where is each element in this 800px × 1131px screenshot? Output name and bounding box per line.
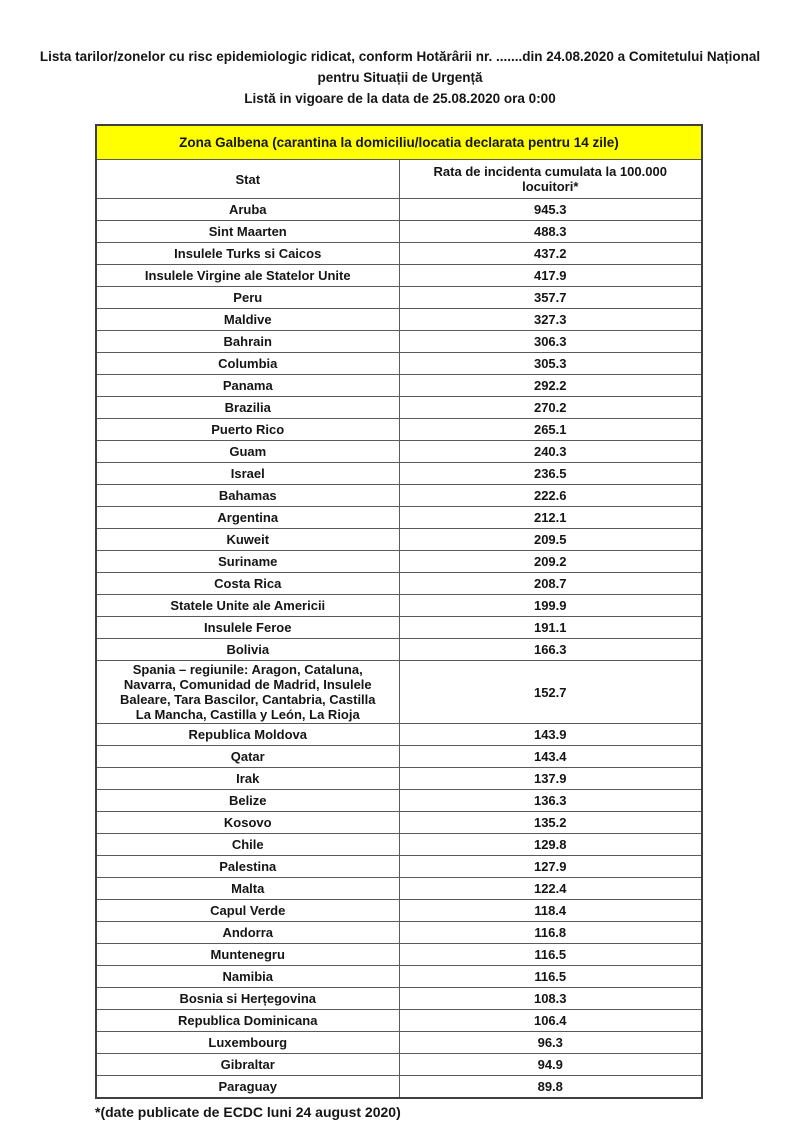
rate-cell: 94.9 bbox=[399, 1054, 702, 1076]
rate-cell: 306.3 bbox=[399, 331, 702, 353]
table-row bbox=[96, 1032, 702, 1054]
table-row bbox=[96, 507, 702, 529]
zone-header-row bbox=[96, 125, 702, 160]
title-line-1: Lista tarilor/zonelor cu risc epidemiologic ridicat, conform Hotărârii nr. .......din 24.08.2020 a Comitetului Național bbox=[39, 49, 761, 64]
rate-cell: 191.1 bbox=[399, 617, 702, 639]
stat-cell: Irak bbox=[96, 768, 399, 790]
stat-cell: Costa Rica bbox=[96, 573, 399, 595]
rate-cell: 137.9 bbox=[399, 768, 702, 790]
rate-cell: 116.5 bbox=[399, 966, 702, 988]
rate-cell: 118.4 bbox=[399, 900, 702, 922]
stat-cell: Chile bbox=[96, 834, 399, 856]
table-row bbox=[96, 397, 702, 419]
table-row bbox=[96, 573, 702, 595]
column-header-rate: Rata de incidenta cumulata la 100.000 locuitori* bbox=[399, 160, 702, 199]
table-row bbox=[96, 1010, 702, 1032]
table-row bbox=[96, 265, 702, 287]
stat-cell: Guam bbox=[96, 441, 399, 463]
table-row bbox=[96, 639, 702, 661]
stat-cell: Aruba bbox=[96, 199, 399, 221]
column-header-row bbox=[96, 160, 702, 199]
rate-cell: 327.3 bbox=[399, 309, 702, 331]
table-row bbox=[96, 922, 702, 944]
stat-cell: Argentina bbox=[96, 507, 399, 529]
table-row bbox=[96, 746, 702, 768]
stat-cell: Spania – regiunile: Aragon, Cataluna, Navarra, Comunidad de Madrid, Insulele Baleare, Tara Bascilor, Cantabria, Castilla La Mancha, Castilla y León, La Rioja bbox=[96, 661, 399, 724]
stat-cell: Palestina bbox=[96, 856, 399, 878]
table-row bbox=[96, 309, 702, 331]
table-row bbox=[96, 966, 702, 988]
stat-cell: Gibraltar bbox=[96, 1054, 399, 1076]
rate-cell: 209.2 bbox=[399, 551, 702, 573]
stat-cell: Muntenegru bbox=[96, 944, 399, 966]
table-row bbox=[96, 878, 702, 900]
rate-cell: 265.1 bbox=[399, 419, 702, 441]
stat-cell: Qatar bbox=[96, 746, 399, 768]
table-row bbox=[96, 463, 702, 485]
stat-cell: Columbia bbox=[96, 353, 399, 375]
rate-cell: 89.8 bbox=[399, 1076, 702, 1099]
table-row bbox=[96, 661, 702, 724]
rate-cell: 292.2 bbox=[399, 375, 702, 397]
table-row bbox=[96, 221, 702, 243]
table-row bbox=[96, 856, 702, 878]
rate-cell: 116.8 bbox=[399, 922, 702, 944]
table-row bbox=[96, 1054, 702, 1076]
table-row bbox=[96, 375, 702, 397]
rate-cell: 127.9 bbox=[399, 856, 702, 878]
rate-cell: 199.9 bbox=[399, 595, 702, 617]
table-row bbox=[96, 419, 702, 441]
stat-cell: Bahrain bbox=[96, 331, 399, 353]
stat-cell: Statele Unite ale Americii bbox=[96, 595, 399, 617]
stat-cell: Bosnia si Herțegovina bbox=[96, 988, 399, 1010]
incidence-table bbox=[95, 124, 703, 1099]
rate-cell: 96.3 bbox=[399, 1032, 702, 1054]
stat-cell: Luxembourg bbox=[96, 1032, 399, 1054]
table-row bbox=[96, 485, 702, 507]
table-row bbox=[96, 331, 702, 353]
stat-cell: Suriname bbox=[96, 551, 399, 573]
rate-cell: 240.3 bbox=[399, 441, 702, 463]
rate-cell: 222.6 bbox=[399, 485, 702, 507]
table-row bbox=[96, 243, 702, 265]
stat-cell: Maldive bbox=[96, 309, 399, 331]
rate-cell: 108.3 bbox=[399, 988, 702, 1010]
table-row bbox=[96, 768, 702, 790]
title-line-3: Listă in vigoare de la data de 25.08.2020 ora 0:00 bbox=[244, 91, 556, 106]
rate-cell: 129.8 bbox=[399, 834, 702, 856]
stat-cell: Belize bbox=[96, 790, 399, 812]
footnote: *(date publicate de ECDC luni 24 august 2020) bbox=[95, 1104, 401, 1120]
table-row bbox=[96, 834, 702, 856]
table-row bbox=[96, 944, 702, 966]
rate-cell: 305.3 bbox=[399, 353, 702, 375]
rate-cell: 106.4 bbox=[399, 1010, 702, 1032]
stat-cell: Sint Maarten bbox=[96, 221, 399, 243]
stat-cell: Insulele Feroe bbox=[96, 617, 399, 639]
stat-cell: Brazilia bbox=[96, 397, 399, 419]
column-header-stat: Stat bbox=[96, 160, 399, 199]
table-row bbox=[96, 441, 702, 463]
table-row bbox=[96, 1076, 702, 1099]
rate-cell: 357.7 bbox=[399, 287, 702, 309]
stat-cell: Andorra bbox=[96, 922, 399, 944]
stat-cell: Malta bbox=[96, 878, 399, 900]
table-row bbox=[96, 287, 702, 309]
stat-cell: Republica Moldova bbox=[96, 724, 399, 746]
rate-cell: 135.2 bbox=[399, 812, 702, 834]
rate-cell: 116.5 bbox=[399, 944, 702, 966]
rate-cell: 209.5 bbox=[399, 529, 702, 551]
table-body bbox=[96, 199, 702, 1099]
stat-cell: Kuweit bbox=[96, 529, 399, 551]
table-row bbox=[96, 988, 702, 1010]
table-row bbox=[96, 199, 702, 221]
table-row bbox=[96, 595, 702, 617]
stat-cell: Bahamas bbox=[96, 485, 399, 507]
rate-cell: 136.3 bbox=[399, 790, 702, 812]
rate-cell: 945.3 bbox=[399, 199, 702, 221]
stat-cell: Puerto Rico bbox=[96, 419, 399, 441]
table-row bbox=[96, 617, 702, 639]
stat-cell: Insulele Virgine ale Statelor Unite bbox=[96, 265, 399, 287]
rate-cell: 270.2 bbox=[399, 397, 702, 419]
stat-cell: Capul Verde bbox=[96, 900, 399, 922]
rate-cell: 122.4 bbox=[399, 878, 702, 900]
zone-header: Zona Galbena (carantina la domiciliu/locatia declarata pentru 14 zile) bbox=[96, 125, 702, 160]
stat-cell: Bolivia bbox=[96, 639, 399, 661]
rate-cell: 212.1 bbox=[399, 507, 702, 529]
stat-cell: Paraguay bbox=[96, 1076, 399, 1099]
rate-cell: 417.9 bbox=[399, 265, 702, 287]
table-row bbox=[96, 529, 702, 551]
rate-cell: 152.7 bbox=[399, 661, 702, 724]
rate-cell: 488.3 bbox=[399, 221, 702, 243]
table-row bbox=[96, 551, 702, 573]
rate-cell: 236.5 bbox=[399, 463, 702, 485]
stat-cell: Kosovo bbox=[96, 812, 399, 834]
rate-cell: 437.2 bbox=[399, 243, 702, 265]
table-row bbox=[96, 353, 702, 375]
table-row bbox=[96, 812, 702, 834]
stat-cell: Namibia bbox=[96, 966, 399, 988]
rate-cell: 143.9 bbox=[399, 724, 702, 746]
rate-cell: 166.3 bbox=[399, 639, 702, 661]
table-row bbox=[96, 900, 702, 922]
title-line-2: pentru Situații de Urgență bbox=[317, 70, 483, 85]
stat-cell: Insulele Turks si Caicos bbox=[96, 243, 399, 265]
stat-cell: Panama bbox=[96, 375, 399, 397]
rate-cell: 143.4 bbox=[399, 746, 702, 768]
document-title bbox=[0, 0, 800, 109]
rate-cell: 208.7 bbox=[399, 573, 702, 595]
table-row bbox=[96, 790, 702, 812]
stat-cell: Peru bbox=[96, 287, 399, 309]
stat-cell: Israel bbox=[96, 463, 399, 485]
table-row bbox=[96, 724, 702, 746]
stat-cell: Republica Dominicana bbox=[96, 1010, 399, 1032]
